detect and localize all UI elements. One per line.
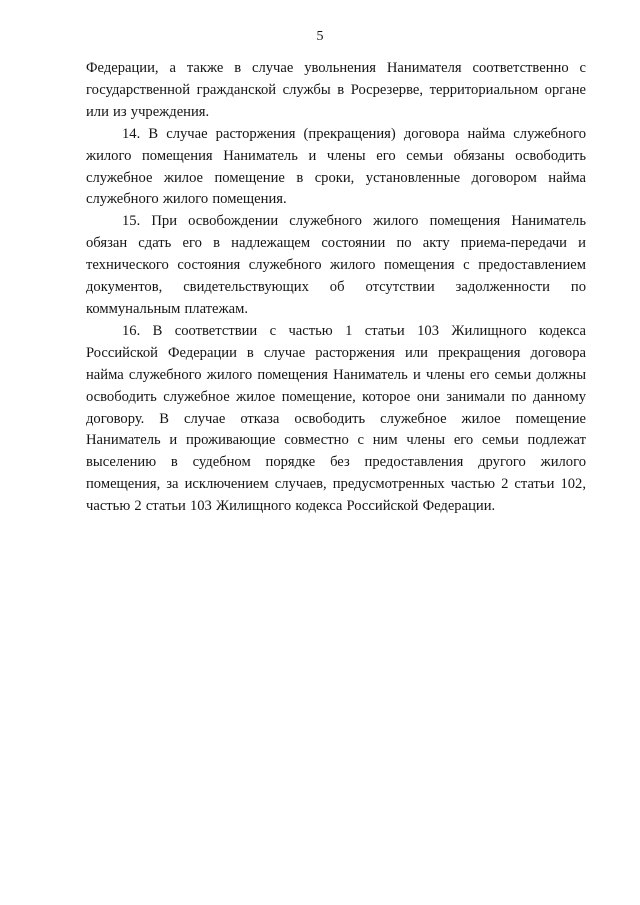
- document-body: [86, 58, 586, 518]
- paragraph-continuation: Федерации, а также в случае увольнения Нанимателя соответственно с государственной гражданской службы в Росрезерве, территориальном органе или из учреждения.: [86, 60, 586, 120]
- paragraph-clause-14: 14. В случае расторжения (прекращения) договора найма служебного жилого помещения Наниматель и члены его семьи обязаны освободить служебное жилое помещение в сроки, установленные договором найма служебного жилого помещения.: [86, 125, 586, 208]
- paragraph-clause-15: 15. При освобождении служебного жилого помещения Наниматель обязан сдать его в надлежащем состоянии по акту приема-передачи и технического состояния служебного жилого помещения с предоставлением документов, свидетельствующих об отсутствии задолженности по коммунальным платежам.: [86, 213, 586, 317]
- paragraph-clause-16: 16. В соответствии с частью 1 статьи 103 Жилищного кодекса Российской Федерации в случае расторжения или прекращения договора найма служебного жилого помещения Наниматель и члены его семьи должны освободить служебное жилое помещение, которое они занимали по данному договору. В случае отказа освободить служебное жилое помещение Наниматель и проживающие совместно с ним члены его семьи подлежат выселению в судебном порядке без предоставления другого жилого помещения, за исключением случаев, предусмотренных частью 2 статьи 102, частью 2 статьи 103 Жилищного кодекса Российской Федерации.: [86, 322, 586, 515]
- page-number: 5: [316, 29, 324, 44]
